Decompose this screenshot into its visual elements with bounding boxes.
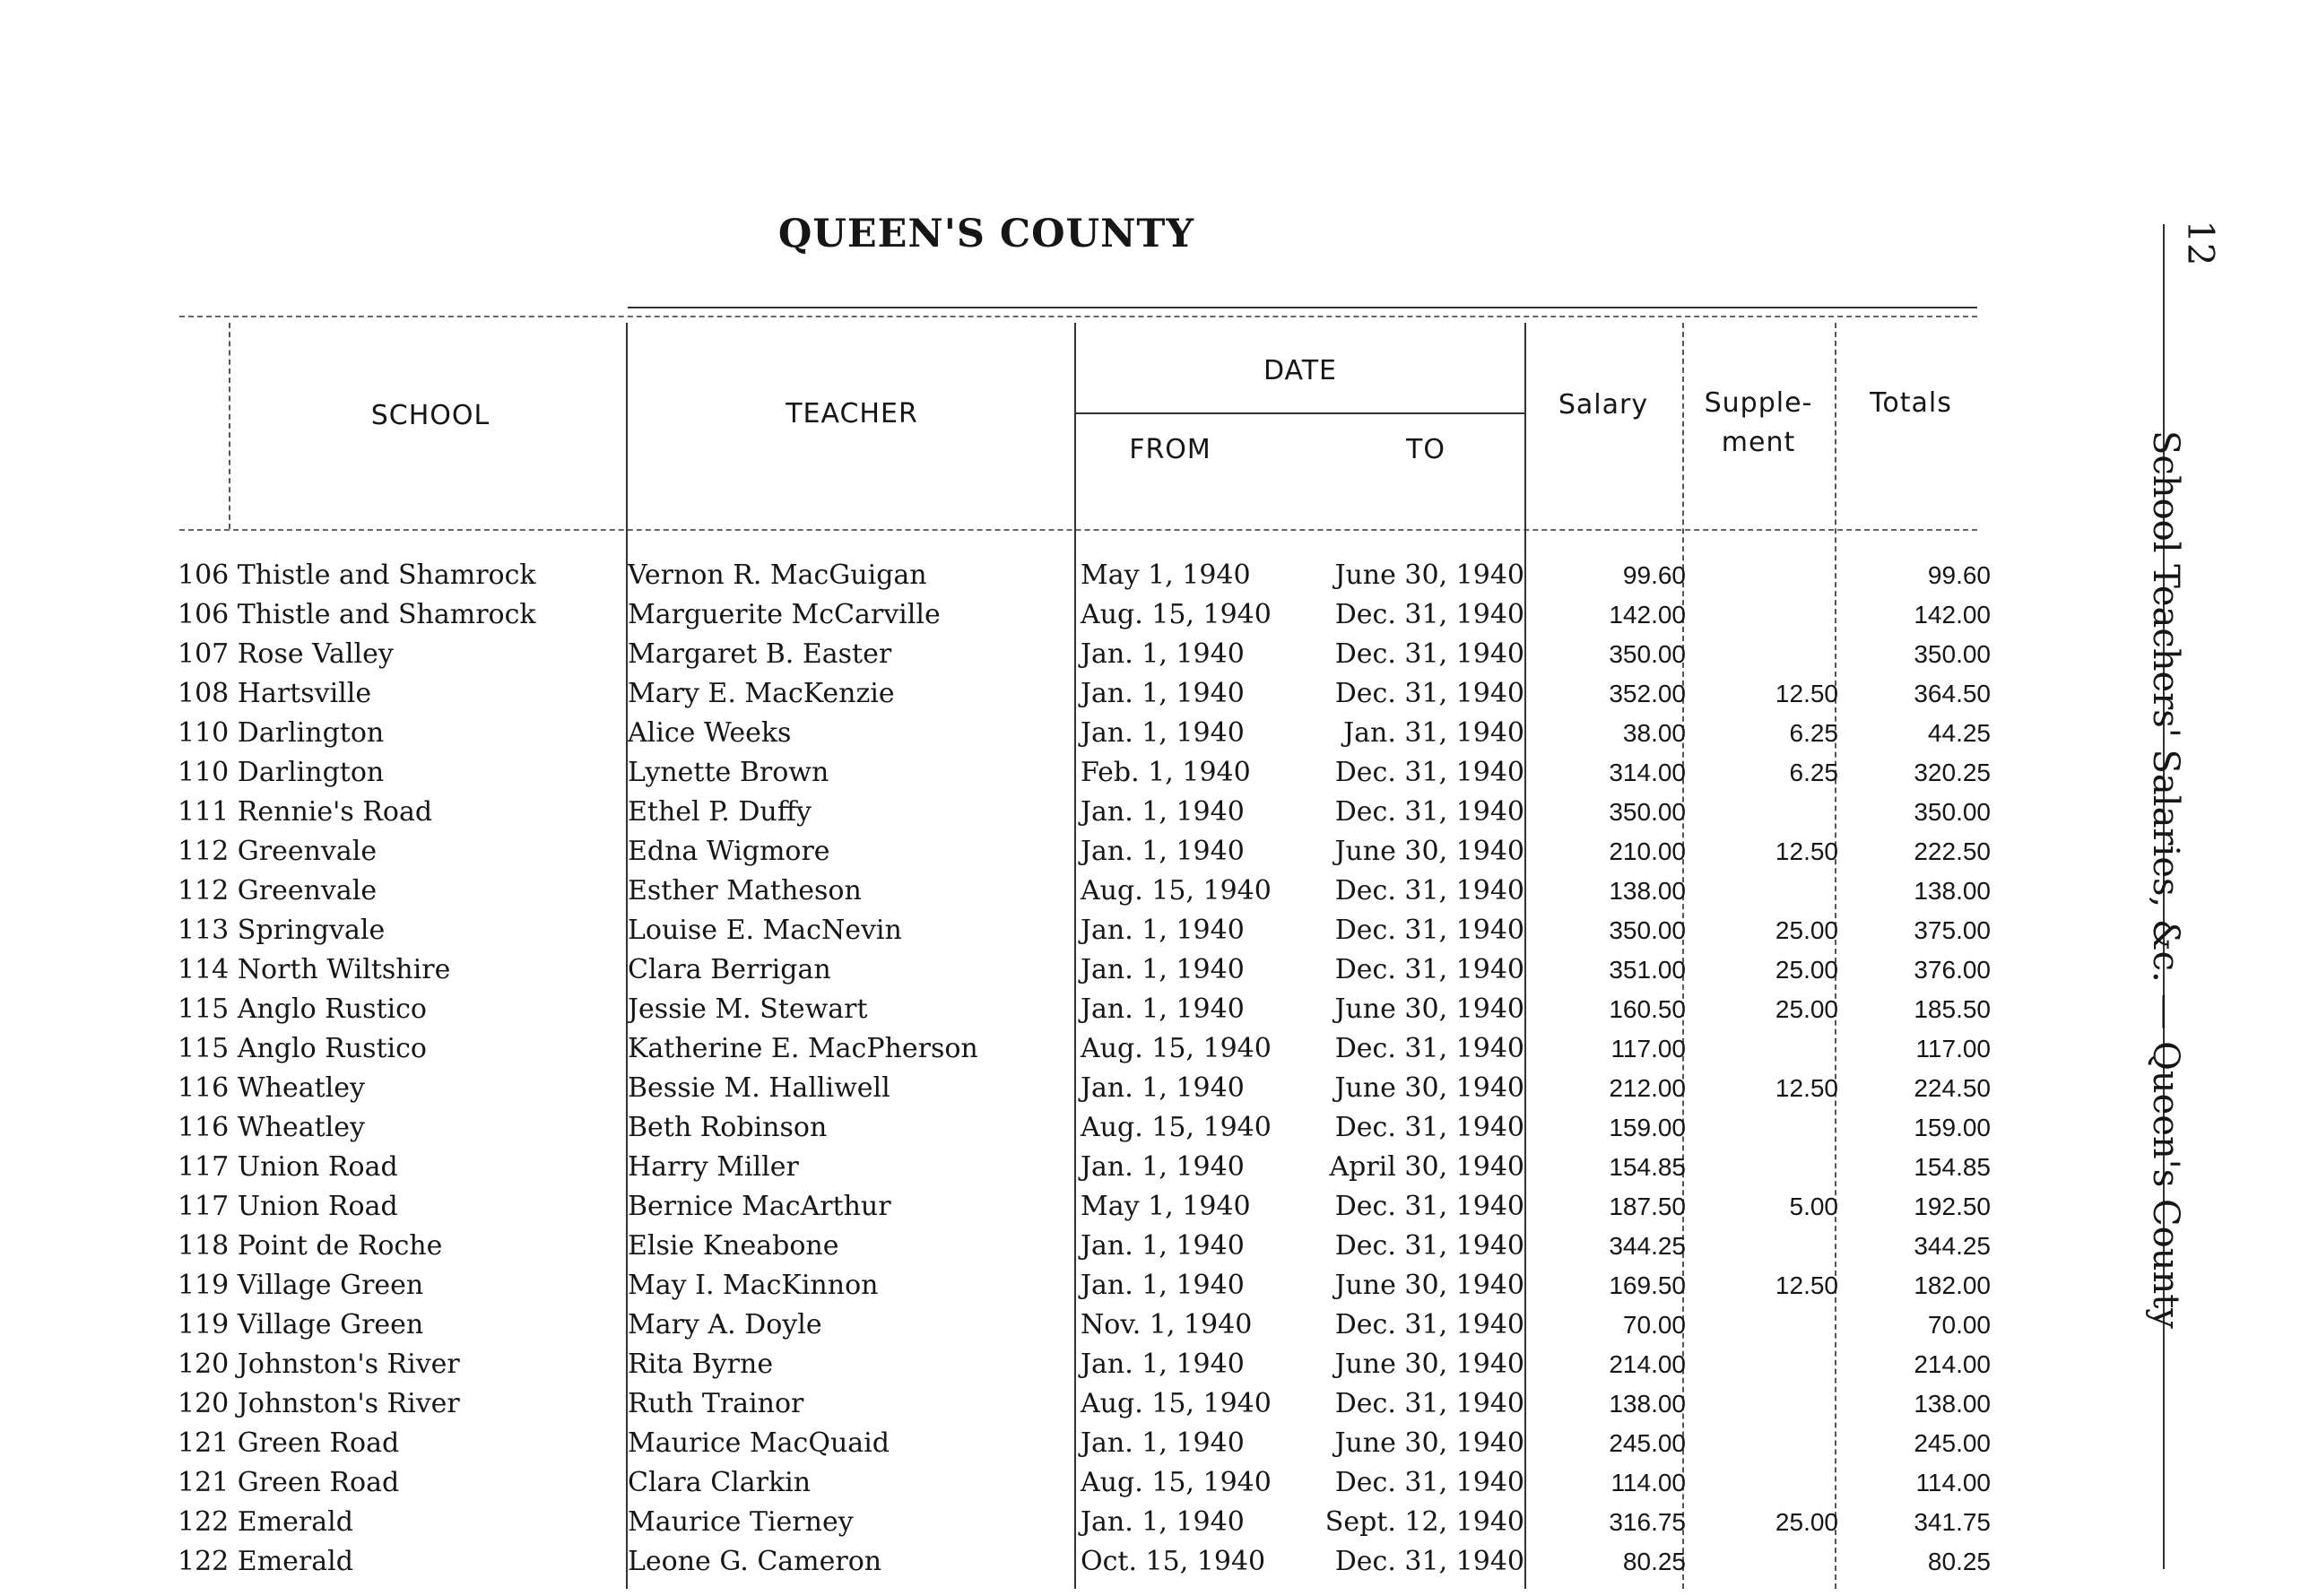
salary-cell: 314.00: [1609, 759, 1686, 786]
supplement-cell: 6.25: [1789, 719, 1838, 747]
from-date-cell: Jan. 1, 1940: [1081, 1230, 1245, 1262]
table-row: [0, 990, 2009, 1029]
school-cell: 113 Springvale: [178, 915, 386, 946]
table-row: [0, 674, 2009, 714]
to-date-cell: Dec. 31, 1940: [1334, 599, 1524, 630]
total-cell: 214.00: [1914, 1350, 1991, 1378]
to-date-cell: June 30, 1940: [1334, 559, 1524, 591]
to-date-cell: Dec. 31, 1940: [1334, 1033, 1524, 1064]
table-row: [0, 950, 2009, 990]
from-date-cell: Aug. 15, 1940: [1081, 875, 1272, 906]
teacher-cell: Bernice MacArthur: [628, 1191, 891, 1222]
salary-cell: 154.85: [1609, 1153, 1686, 1181]
teacher-cell: Mary A. Doyle: [628, 1309, 822, 1340]
teacher-cell: Maurice MacQuaid: [628, 1427, 890, 1459]
from-date-cell: Jan. 1, 1940: [1081, 1349, 1245, 1380]
to-date-cell: June 30, 1940: [1334, 1270, 1524, 1301]
to-date-cell: June 30, 1940: [1334, 1427, 1524, 1459]
supplement-cell: 12.50: [1775, 680, 1838, 707]
table-row: [0, 1305, 2009, 1345]
table-row: [0, 1463, 2009, 1503]
teacher-cell: Leone G. Cameron: [628, 1546, 882, 1577]
school-cell: 122 Emerald: [178, 1506, 353, 1538]
to-date-cell: Dec. 31, 1940: [1334, 678, 1524, 709]
supplement-cell: 6.25: [1789, 759, 1838, 786]
table-row: [0, 1108, 2009, 1148]
table-row: [0, 1029, 2009, 1069]
from-date-cell: May 1, 1940: [1081, 1191, 1251, 1222]
total-cell: 44.25: [1927, 719, 1991, 747]
school-cell: 106 Thistle and Shamrock: [178, 559, 536, 591]
school-cell: 117 Union Road: [178, 1151, 398, 1183]
salary-cell: 214.00: [1609, 1350, 1686, 1378]
from-date-cell: Feb. 1, 1940: [1081, 757, 1251, 788]
to-date-cell: Dec. 31, 1940: [1334, 796, 1524, 828]
total-cell: 99.60: [1927, 561, 1991, 589]
school-cell: 106 Thistle and Shamrock: [178, 599, 536, 630]
to-date-cell: Dec. 31, 1940: [1334, 1230, 1524, 1262]
teacher-cell: Mary E. MacKenzie: [628, 678, 895, 709]
total-cell: 224.50: [1914, 1074, 1991, 1102]
teacher-cell: Margaret B. Easter: [628, 638, 892, 670]
school-cell: 114 North Wiltshire: [178, 954, 451, 985]
salary-cell: 99.60: [1622, 561, 1686, 589]
school-cell: 111 Rennie's Road: [178, 796, 433, 828]
total-cell: 70.00: [1927, 1311, 1991, 1339]
teacher-cell: May I. MacKinnon: [628, 1270, 879, 1301]
total-cell: 350.00: [1914, 640, 1991, 668]
total-cell: 192.50: [1914, 1193, 1991, 1220]
school-cell: 121 Green Road: [178, 1467, 400, 1498]
from-date-cell: Jan. 1, 1940: [1081, 1072, 1245, 1104]
to-date-cell: Dec. 31, 1940: [1334, 757, 1524, 788]
salary-cell: 352.00: [1609, 680, 1686, 707]
total-cell: 344.25: [1914, 1232, 1991, 1260]
salary-cell: 350.00: [1609, 798, 1686, 826]
total-cell: 138.00: [1914, 1390, 1991, 1418]
to-date-cell: Dec. 31, 1940: [1334, 915, 1524, 946]
top-rule: [628, 307, 1977, 308]
to-date-cell: Dec. 31, 1940: [1334, 1546, 1524, 1577]
teacher-cell: Clara Clarkin: [628, 1467, 812, 1498]
from-date-cell: Nov. 1, 1940: [1081, 1309, 1253, 1340]
to-date-cell: April 30, 1940: [1329, 1151, 1524, 1183]
from-date-cell: May 1, 1940: [1081, 559, 1251, 591]
from-date-cell: Jan. 1, 1940: [1081, 1427, 1245, 1459]
header-bottom-rule: [179, 529, 1977, 531]
salary-cell: 38.00: [1622, 719, 1686, 747]
to-date-cell: Dec. 31, 1940: [1334, 1112, 1524, 1143]
teacher-cell: Clara Berrigan: [628, 954, 831, 985]
to-date-cell: Jan. 31, 1940: [1343, 717, 1524, 749]
teacher-cell: Elsie Kneabone: [628, 1230, 839, 1262]
total-cell: 159.00: [1914, 1114, 1991, 1141]
to-date-cell: Dec. 31, 1940: [1334, 1388, 1524, 1419]
total-cell: 320.25: [1914, 759, 1991, 786]
from-date-cell: Jan. 1, 1940: [1081, 638, 1245, 670]
school-cell: 112 Greenvale: [178, 836, 378, 867]
header-to: TO: [1406, 434, 1445, 465]
table-row: [0, 556, 2009, 595]
teacher-cell: Katherine E. MacPherson: [628, 1033, 978, 1064]
teacher-cell: Harry Miller: [628, 1151, 799, 1183]
from-date-cell: Oct. 15, 1940: [1081, 1546, 1266, 1577]
teacher-cell: Alice Weeks: [628, 717, 792, 749]
total-cell: 350.00: [1914, 798, 1991, 826]
supplement-cell: 12.50: [1775, 1271, 1838, 1299]
page-title: QUEEN'S COUNTY: [777, 212, 1195, 256]
school-cell: 119 Village Green: [178, 1270, 424, 1301]
table-row: [0, 1424, 2009, 1463]
to-date-cell: Dec. 31, 1940: [1334, 1309, 1524, 1340]
header-salary: Salary: [1558, 389, 1649, 421]
to-date-cell: Dec. 31, 1940: [1334, 638, 1524, 670]
supplement-cell: 25.00: [1775, 995, 1838, 1023]
salary-cell: 316.75: [1609, 1508, 1686, 1536]
table-row: [0, 1266, 2009, 1305]
total-cell: 245.00: [1914, 1429, 1991, 1457]
salary-cell: 142.00: [1609, 601, 1686, 629]
salary-cell: 117.00: [1610, 1035, 1686, 1063]
teacher-cell: Vernon R. MacGuigan: [628, 559, 927, 591]
from-date-cell: Aug. 15, 1940: [1081, 1388, 1272, 1419]
total-cell: 376.00: [1914, 956, 1991, 984]
salary-cell: 344.25: [1609, 1232, 1686, 1260]
salary-cell: 210.00: [1609, 837, 1686, 865]
supplement-cell: 25.00: [1775, 956, 1838, 984]
salary-cell: 138.00: [1609, 1390, 1686, 1418]
teacher-cell: Lynette Brown: [628, 757, 829, 788]
school-cell: 117 Union Road: [178, 1191, 398, 1222]
salary-cell: 350.00: [1609, 916, 1686, 944]
header-supplement: Supple- ment: [1704, 387, 1813, 458]
total-cell: 142.00: [1914, 601, 1991, 629]
school-cell: 120 Johnston's River: [178, 1388, 460, 1419]
table-row: [0, 1148, 2009, 1187]
teacher-cell: Rita Byrne: [628, 1349, 774, 1380]
table-row: [0, 753, 2009, 793]
header-date: DATE: [1263, 355, 1338, 386]
total-cell: 375.00: [1914, 916, 1991, 944]
school-cell: 115 Anglo Rustico: [178, 993, 427, 1025]
table-row: [0, 1187, 2009, 1227]
school-cell: 118 Point de Roche: [178, 1230, 443, 1262]
date-split-rule: [1076, 412, 1524, 414]
from-date-cell: Jan. 1, 1940: [1081, 717, 1245, 749]
page-number: 12: [2179, 220, 2221, 266]
table-row: [0, 872, 2009, 911]
to-date-cell: June 30, 1940: [1334, 993, 1524, 1025]
school-cell: 108 Hartsville: [178, 678, 372, 709]
salary-cell: 70.00: [1622, 1311, 1686, 1339]
salary-cell: 138.00: [1609, 877, 1686, 905]
teacher-cell: Marguerite McCarville: [628, 599, 941, 630]
salary-cell: 351.00: [1609, 956, 1686, 984]
school-cell: 115 Anglo Rustico: [178, 1033, 427, 1064]
school-cell: 112 Greenvale: [178, 875, 378, 906]
supplement-cell: 25.00: [1775, 916, 1838, 944]
total-cell: 185.50: [1914, 995, 1991, 1023]
teacher-cell: Maurice Tierney: [628, 1506, 854, 1538]
from-date-cell: Jan. 1, 1940: [1081, 1151, 1245, 1183]
salary-cell: 114.00: [1610, 1469, 1686, 1496]
total-cell: 341.75: [1914, 1508, 1991, 1536]
supplement-cell: 12.50: [1775, 837, 1838, 865]
teacher-cell: Ruth Trainor: [628, 1388, 804, 1419]
school-cell: 116 Wheatley: [178, 1112, 365, 1143]
salary-cell: 245.00: [1609, 1429, 1686, 1457]
to-date-cell: June 30, 1940: [1334, 836, 1524, 867]
school-cell: 116 Wheatley: [178, 1072, 365, 1104]
from-date-cell: Jan. 1, 1940: [1081, 678, 1245, 709]
salary-cell: 159.00: [1609, 1114, 1686, 1141]
teacher-cell: Bessie M. Halliwell: [628, 1072, 890, 1104]
table-row: [0, 1069, 2009, 1108]
to-date-cell: Dec. 31, 1940: [1334, 954, 1524, 985]
table-row: [0, 1227, 2009, 1266]
to-date-cell: Dec. 31, 1940: [1334, 1467, 1524, 1498]
from-date-cell: Aug. 15, 1940: [1081, 1033, 1272, 1064]
header-school: SCHOOL: [370, 400, 491, 431]
to-date-cell: Dec. 31, 1940: [1334, 875, 1524, 906]
total-cell: 154.85: [1914, 1153, 1991, 1181]
table-row: [0, 832, 2009, 872]
total-cell: 114.00: [1915, 1469, 1991, 1496]
supplement-cell: 25.00: [1775, 1508, 1838, 1536]
table-row: [0, 595, 2009, 635]
col-line-left: [229, 323, 230, 529]
table-row: [0, 1384, 2009, 1424]
school-cell: 110 Darlington: [178, 717, 385, 749]
header-totals: Totals: [1870, 387, 1952, 419]
table-row: [0, 714, 2009, 753]
from-date-cell: Jan. 1, 1940: [1081, 836, 1245, 867]
side-heading: School Teachers' Salaries, &c. — Queen's County: [2145, 430, 2186, 1329]
supplement-cell: 12.50: [1775, 1074, 1838, 1102]
salary-cell: 80.25: [1622, 1548, 1686, 1575]
from-date-cell: Jan. 1, 1940: [1081, 1270, 1245, 1301]
table-row: [0, 1503, 2009, 1542]
supplement-cell: 5.00: [1789, 1193, 1838, 1220]
teacher-cell: Louise E. MacNevin: [628, 915, 902, 946]
school-cell: 122 Emerald: [178, 1546, 353, 1577]
table-row: [0, 1542, 2009, 1582]
salary-cell: 350.00: [1609, 640, 1686, 668]
salary-cell: 169.50: [1609, 1271, 1686, 1299]
total-cell: 138.00: [1914, 877, 1991, 905]
from-date-cell: Jan. 1, 1940: [1081, 1506, 1245, 1538]
table-row: [0, 911, 2009, 950]
teacher-cell: Beth Robinson: [628, 1112, 828, 1143]
total-cell: 117.00: [1915, 1035, 1991, 1063]
from-date-cell: Jan. 1, 1940: [1081, 954, 1245, 985]
salary-cell: 187.50: [1609, 1193, 1686, 1220]
from-date-cell: Jan. 1, 1940: [1081, 796, 1245, 828]
table-row: [0, 1345, 2009, 1384]
to-date-cell: Sept. 12, 1940: [1324, 1506, 1524, 1538]
teacher-cell: Ethel P. Duffy: [628, 796, 812, 828]
top-rule-dashed: [179, 316, 1977, 317]
salary-cell: 160.50: [1609, 995, 1686, 1023]
salary-cell: 212.00: [1609, 1074, 1686, 1102]
school-cell: 119 Village Green: [178, 1309, 424, 1340]
from-date-cell: Aug. 15, 1940: [1081, 1112, 1272, 1143]
table-row: [0, 635, 2009, 674]
teacher-cell: Esther Matheson: [628, 875, 862, 906]
total-cell: 222.50: [1914, 837, 1991, 865]
from-date-cell: Jan. 1, 1940: [1081, 993, 1245, 1025]
total-cell: 364.50: [1914, 680, 1991, 707]
to-date-cell: June 30, 1940: [1334, 1349, 1524, 1380]
total-cell: 80.25: [1927, 1548, 1991, 1575]
header-teacher: TEACHER: [786, 398, 918, 429]
teacher-cell: Edna Wigmore: [628, 836, 830, 867]
total-cell: 182.00: [1914, 1271, 1991, 1299]
from-date-cell: Aug. 15, 1940: [1081, 1467, 1272, 1498]
table-row: [0, 793, 2009, 832]
from-date-cell: Aug. 15, 1940: [1081, 599, 1272, 630]
header-from: FROM: [1129, 434, 1211, 465]
to-date-cell: June 30, 1940: [1334, 1072, 1524, 1104]
school-cell: 120 Johnston's River: [178, 1349, 460, 1380]
from-date-cell: Jan. 1, 1940: [1081, 915, 1245, 946]
school-cell: 121 Green Road: [178, 1427, 400, 1459]
to-date-cell: Dec. 31, 1940: [1334, 1191, 1524, 1222]
school-cell: 110 Darlington: [178, 757, 385, 788]
school-cell: 107 Rose Valley: [178, 638, 394, 670]
teacher-cell: Jessie M. Stewart: [628, 993, 868, 1025]
